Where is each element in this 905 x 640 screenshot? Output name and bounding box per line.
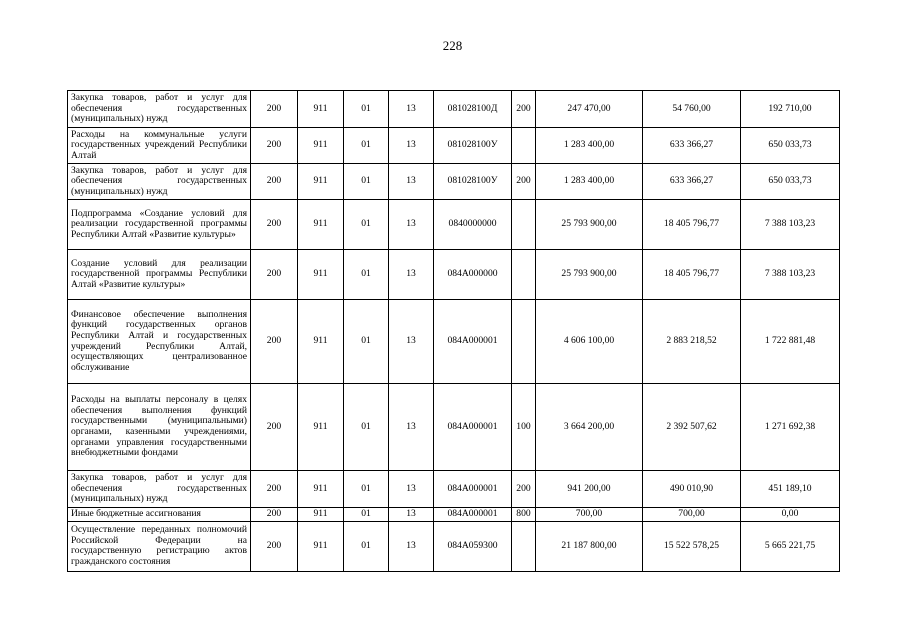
- cell-code-2: 911: [298, 508, 344, 522]
- cell-section: 01: [344, 300, 389, 384]
- cell-code-1: 200: [251, 91, 298, 128]
- cell-subsection: 13: [389, 250, 434, 300]
- cell-expense-type: [512, 200, 536, 250]
- cell-amount-planned: 4 606 100,00: [536, 300, 643, 384]
- cell-name: Закупка товаров, работ и услуг для обеспечения государственных (муниципальных) нужд: [68, 91, 251, 128]
- table-row: [68, 300, 840, 384]
- table-row: [68, 508, 840, 522]
- cell-amount-planned: 700,00: [536, 508, 643, 522]
- cell-code-2: 911: [298, 300, 344, 384]
- page-number: 228: [442, 38, 463, 53]
- cell-code-2: 911: [298, 200, 344, 250]
- cell-expense-type: 800: [512, 508, 536, 522]
- cell-expense-type: 200: [512, 164, 536, 200]
- cell-target-article: 084А000001: [434, 508, 512, 522]
- cell-section: 01: [344, 384, 389, 471]
- cell-amount-planned: 247 470,00: [536, 91, 643, 128]
- cell-amount-planned: 941 200,00: [536, 471, 643, 508]
- cell-subsection: 13: [389, 164, 434, 200]
- cell-expense-type: 200: [512, 471, 536, 508]
- cell-target-article: 081028100Д: [434, 91, 512, 128]
- table-row: [68, 471, 840, 508]
- cell-name: Иные бюджетные ассигнования: [68, 508, 251, 522]
- table-row: [68, 521, 840, 571]
- cell-section: 01: [344, 471, 389, 508]
- cell-code-1: 200: [251, 164, 298, 200]
- cell-amount-executed: 18 405 796,77: [643, 250, 741, 300]
- cell-amount-remaining: 451 189,10: [741, 471, 840, 508]
- table-row: [68, 200, 840, 250]
- cell-amount-remaining: 1 271 692,38: [741, 384, 840, 471]
- cell-amount-executed: 18 405 796,77: [643, 200, 741, 250]
- cell-expense-type: [512, 128, 536, 164]
- cell-subsection: 13: [389, 521, 434, 571]
- cell-amount-executed: 633 366,27: [643, 128, 741, 164]
- cell-name: Подпрограмма «Создание условий для реализации государственной программы Республики Алтай «Развитие культуры»: [68, 200, 251, 250]
- cell-subsection: 13: [389, 471, 434, 508]
- cell-amount-executed: 700,00: [643, 508, 741, 522]
- cell-target-article: 084А059300: [434, 521, 512, 571]
- cell-amount-executed: 2 392 507,62: [643, 384, 741, 471]
- cell-amount-planned: 1 283 400,00: [536, 128, 643, 164]
- cell-name: Расходы на выплаты персоналу в целях обеспечения выполнения функций государственными (муниципальными) органами, казенными учреждениями, органами управления государственными внебюджетными фондами: [68, 384, 251, 471]
- cell-code-1: 200: [251, 521, 298, 571]
- cell-code-2: 911: [298, 471, 344, 508]
- cell-code-1: 200: [251, 300, 298, 384]
- cell-code-2: 911: [298, 91, 344, 128]
- cell-section: 01: [344, 91, 389, 128]
- cell-name: Финансовое обеспечение выполнения функций государственных органов Республики Алтай и государственных учреждений Республики Алтай, осуществляющих централизованное обслуживание: [68, 300, 251, 384]
- cell-section: 01: [344, 164, 389, 200]
- cell-code-1: 200: [251, 471, 298, 508]
- cell-amount-planned: 21 187 800,00: [536, 521, 643, 571]
- cell-expense-type: [512, 300, 536, 384]
- cell-section: 01: [344, 128, 389, 164]
- cell-amount-remaining: 7 388 103,23: [741, 200, 840, 250]
- cell-amount-executed: 2 883 218,52: [643, 300, 741, 384]
- budget-table: [67, 90, 840, 572]
- cell-code-2: 911: [298, 521, 344, 571]
- cell-amount-planned: 25 793 900,00: [536, 250, 643, 300]
- table-row: [68, 128, 840, 164]
- table-row: [68, 250, 840, 300]
- cell-subsection: 13: [389, 384, 434, 471]
- cell-target-article: 081028100У: [434, 128, 512, 164]
- cell-name: Расходы на коммунальные услуги государственных учреждений Республики Алтай: [68, 128, 251, 164]
- cell-expense-type: 100: [512, 384, 536, 471]
- cell-amount-remaining: 7 388 103,23: [741, 250, 840, 300]
- cell-amount-remaining: 650 033,73: [741, 128, 840, 164]
- cell-amount-planned: 3 664 200,00: [536, 384, 643, 471]
- table-row: [68, 384, 840, 471]
- cell-code-1: 200: [251, 250, 298, 300]
- cell-amount-remaining: 0,00: [741, 508, 840, 522]
- cell-target-article: 084А000000: [434, 250, 512, 300]
- cell-code-2: 911: [298, 164, 344, 200]
- cell-section: 01: [344, 200, 389, 250]
- cell-amount-executed: 15 522 578,25: [643, 521, 741, 571]
- cell-section: 01: [344, 250, 389, 300]
- cell-subsection: 13: [389, 300, 434, 384]
- cell-subsection: 13: [389, 508, 434, 522]
- cell-amount-remaining: 1 722 881,48: [741, 300, 840, 384]
- cell-code-1: 200: [251, 384, 298, 471]
- cell-amount-executed: 490 010,90: [643, 471, 741, 508]
- cell-amount-remaining: 650 033,73: [741, 164, 840, 200]
- cell-target-article: 084А000001: [434, 384, 512, 471]
- cell-code-1: 200: [251, 128, 298, 164]
- cell-name: Создание условий для реализации государственной программы Республики Алтай «Развитие культуры»: [68, 250, 251, 300]
- cell-name: Закупка товаров, работ и услуг для обеспечения государственных (муниципальных) нужд: [68, 471, 251, 508]
- cell-code-2: 911: [298, 128, 344, 164]
- cell-amount-executed: 633 366,27: [643, 164, 741, 200]
- cell-name: Закупка товаров, работ и услуг для обеспечения государственных (муниципальных) нужд: [68, 164, 251, 200]
- cell-expense-type: 200: [512, 91, 536, 128]
- cell-section: 01: [344, 521, 389, 571]
- cell-subsection: 13: [389, 91, 434, 128]
- cell-code-1: 200: [251, 200, 298, 250]
- cell-code-2: 911: [298, 384, 344, 471]
- cell-section: 01: [344, 508, 389, 522]
- cell-target-article: 084А000001: [434, 471, 512, 508]
- cell-expense-type: [512, 521, 536, 571]
- cell-subsection: 13: [389, 200, 434, 250]
- cell-subsection: 13: [389, 128, 434, 164]
- table-row: [68, 164, 840, 200]
- cell-amount-planned: 25 793 900,00: [536, 200, 643, 250]
- cell-amount-remaining: 192 710,00: [741, 91, 840, 128]
- cell-code-2: 911: [298, 250, 344, 300]
- cell-name: Осуществление переданных полномочий Российской Федерации на государственную регистрацию актов гражданского состояния: [68, 521, 251, 571]
- cell-target-article: 081028100У: [434, 164, 512, 200]
- cell-amount-executed: 54 760,00: [643, 91, 741, 128]
- cell-amount-remaining: 5 665 221,75: [741, 521, 840, 571]
- cell-code-1: 200: [251, 508, 298, 522]
- cell-expense-type: [512, 250, 536, 300]
- cell-target-article: 0840000000: [434, 200, 512, 250]
- table-row: [68, 91, 840, 128]
- cell-target-article: 084А000001: [434, 300, 512, 384]
- cell-amount-planned: 1 283 400,00: [536, 164, 643, 200]
